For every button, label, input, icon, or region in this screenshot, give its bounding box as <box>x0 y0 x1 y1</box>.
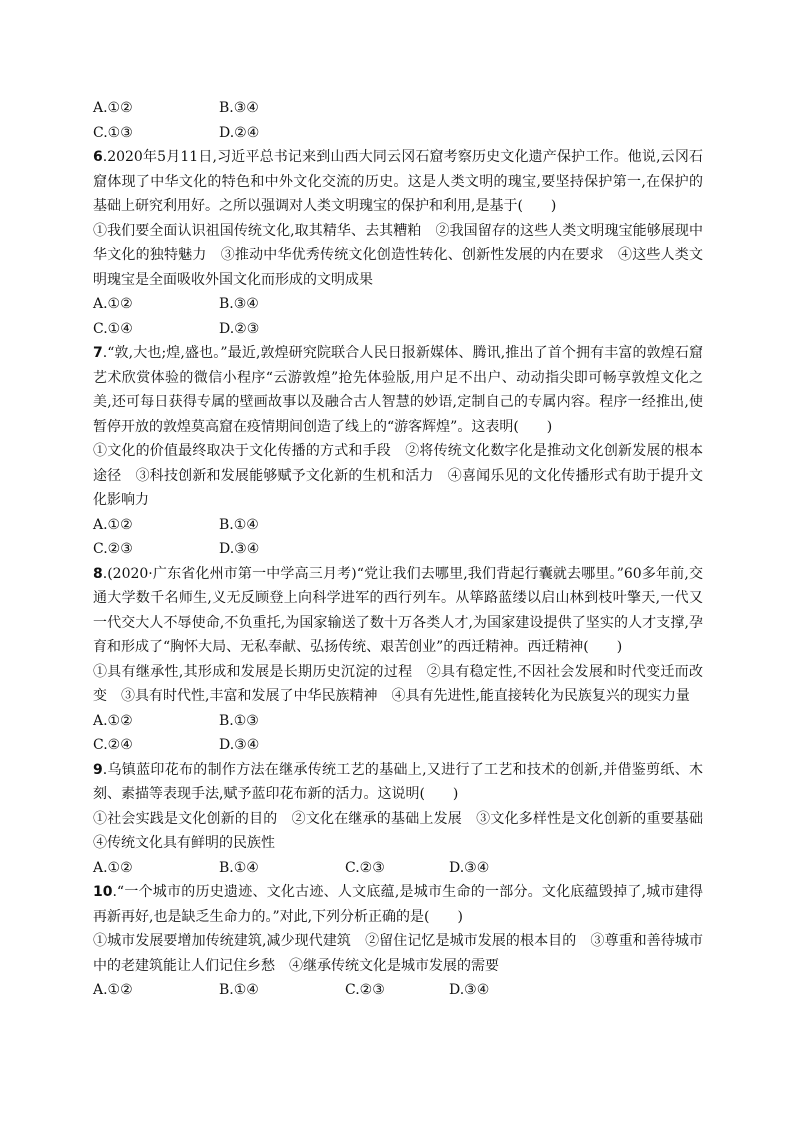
option-a[interactable]: A.①② <box>93 712 133 729</box>
option-b[interactable]: B.③④ <box>219 100 259 116</box>
question-text: .“敦,大也;煌,盛也。”最近,敦煌研究院联合人民日报新媒体、腾讯,推出了首个拥有丰富的敦煌石窟艺术欣赏体验的微信小程序“云游敦煌”抢先体验版,用户足不出户、动动指尖即可畅享敦煌文化之美,还可每日获得专属的壁画故事以及融合古人智慧的妙语,定制自己的专属内容。程序一经推出,使暂停开放的敦煌莫高窟在疫情期间创造了线上的“游客辉煌”。这表明( ) <box>93 345 703 435</box>
question-text: .2020年5月11日,习近平总书记来到山西大同云冈石窟考察历史文化遗产保护工作。他说,云冈石窟体现了中华文化的特色和中外文化交流的历史。这是人类文明的瑰宝,要坚持保护第一,在保护的基础上研究利用好。之所以强调对人类文明瑰宝的保护和利用,是基于( ) <box>93 149 703 214</box>
option-c[interactable]: C.②③ <box>345 982 385 998</box>
question-8 <box>93 562 703 758</box>
option-b[interactable]: B.①④ <box>219 859 259 876</box>
option-d[interactable]: D.③④ <box>219 737 260 753</box>
option-c[interactable]: C.①③ <box>93 124 133 141</box>
question-number: 7 <box>93 345 103 361</box>
option-a[interactable]: A.①② <box>93 296 133 312</box>
option-d[interactable]: D.③④ <box>219 541 260 557</box>
question-9 <box>93 758 717 881</box>
option-b[interactable]: B.①④ <box>219 516 259 533</box>
question-stem <box>93 562 703 660</box>
option-a[interactable]: A.①② <box>93 982 133 998</box>
statement-choices: ①具有继承性,其形成和发展是长期历史沉淀的过程 ②具有稳定性,不因社会发展和时代变迁而改变 ③具有时代性,丰富和发展了中华民族精神 ④具有先进性,能直接转化为民族复兴的现实力量 <box>93 663 703 704</box>
option-d[interactable]: D.②④ <box>219 124 260 141</box>
question-number: 10 <box>93 884 113 900</box>
option-c[interactable]: C.②③ <box>93 541 133 557</box>
statement-choices: ①文化的价值最终取决于文化传播的方式和手段 ②将传统文化数字化是推动文化创新发展的根本途径 ③科技创新和发展能够赋予文化新的生机和活力 ④喜闻乐见的文化传播形式有助于提升文化影响力 <box>93 443 703 508</box>
option-b[interactable]: B.①③ <box>219 712 259 729</box>
question-stem <box>93 758 703 807</box>
option-d[interactable]: D.③④ <box>449 982 490 998</box>
question-10 <box>93 880 703 1003</box>
question-text: .乌镇蓝印花布的制作方法在继承传统工艺的基础上,又进行了工艺和技术的创新,并借鉴剪纸、木刻、素描等表现手法,赋予蓝印花布新的活力。这说明( ) <box>93 761 703 802</box>
option-c[interactable]: C.②③ <box>345 859 385 876</box>
question-number: 8 <box>93 565 103 582</box>
question-6 <box>93 145 703 341</box>
statement-choices: ①城市发展要增加传统建筑,减少现代建筑 ②留住记忆是城市发展的根本目的 ③尊重和善待城市中的老建筑能让人们记住乡愁 ④继承传统文化是城市发展的需要 <box>93 933 703 974</box>
option-a[interactable]: A.①② <box>93 859 133 876</box>
option-a[interactable]: A.①② <box>93 516 133 533</box>
statement-choices: ①社会实践是文化创新的目的 ②文化在继承的基础上发展 ③文化多样性是文化创新的重要基础 ④传统文化具有鲜明的民族性 <box>93 810 717 851</box>
option-c[interactable]: C.①④ <box>93 320 133 337</box>
question-text: .(2020·广东省化州市第一中学高三月考)“党让我们去哪里,我们背起行囊就去哪里。”60多年前,交通大学数千名师生,义无反顾登上向科学进军的西行列车。从筚路蓝缕以启山林到枝叶擎天,一代又一代交大人不辱使命,不负重托,为国家输送了数十万各类人才,为国家建设提供了坚实的人才支撑,孕育和形成了“胸怀大局、无私奉献、弘扬传统、艰苦创业”的西迁精神。西迁精神( ) <box>93 565 703 655</box>
option-d[interactable]: D.②③ <box>219 320 260 337</box>
question-5-options <box>93 96 703 145</box>
question-stem <box>93 145 703 219</box>
option-c[interactable]: C.②④ <box>93 737 133 753</box>
question-text: .“一个城市的历史遗迹、文化古迹、人文底蕴,是城市生命的一部分。文化底蕴毁掉了,城市建得再新再好,也是缺乏生命力的。”对此,下列分析正确的是( ) <box>93 884 703 925</box>
question-7 <box>93 341 703 562</box>
option-b[interactable]: B.①④ <box>219 982 259 998</box>
option-a[interactable]: A.①② <box>93 100 133 116</box>
question-number: 9 <box>93 761 103 778</box>
question-list <box>93 96 717 1003</box>
question-stem <box>93 341 703 439</box>
question-number: 6 <box>93 149 103 165</box>
question-stem <box>93 880 703 929</box>
option-b[interactable]: B.③④ <box>219 296 259 312</box>
option-d[interactable]: D.③④ <box>449 859 490 876</box>
statement-choices: ①我们要全面认识祖国传统文化,取其精华、去其糟粕 ②我国留存的这些人类文明瑰宝能够展现中华文化的独特魅力 ③推动中华优秀传统文化创造性转化、创新性发展的内在要求 ④这些人类文明瑰宝是全面吸收外国文化而形成的文明成果 <box>93 222 703 288</box>
